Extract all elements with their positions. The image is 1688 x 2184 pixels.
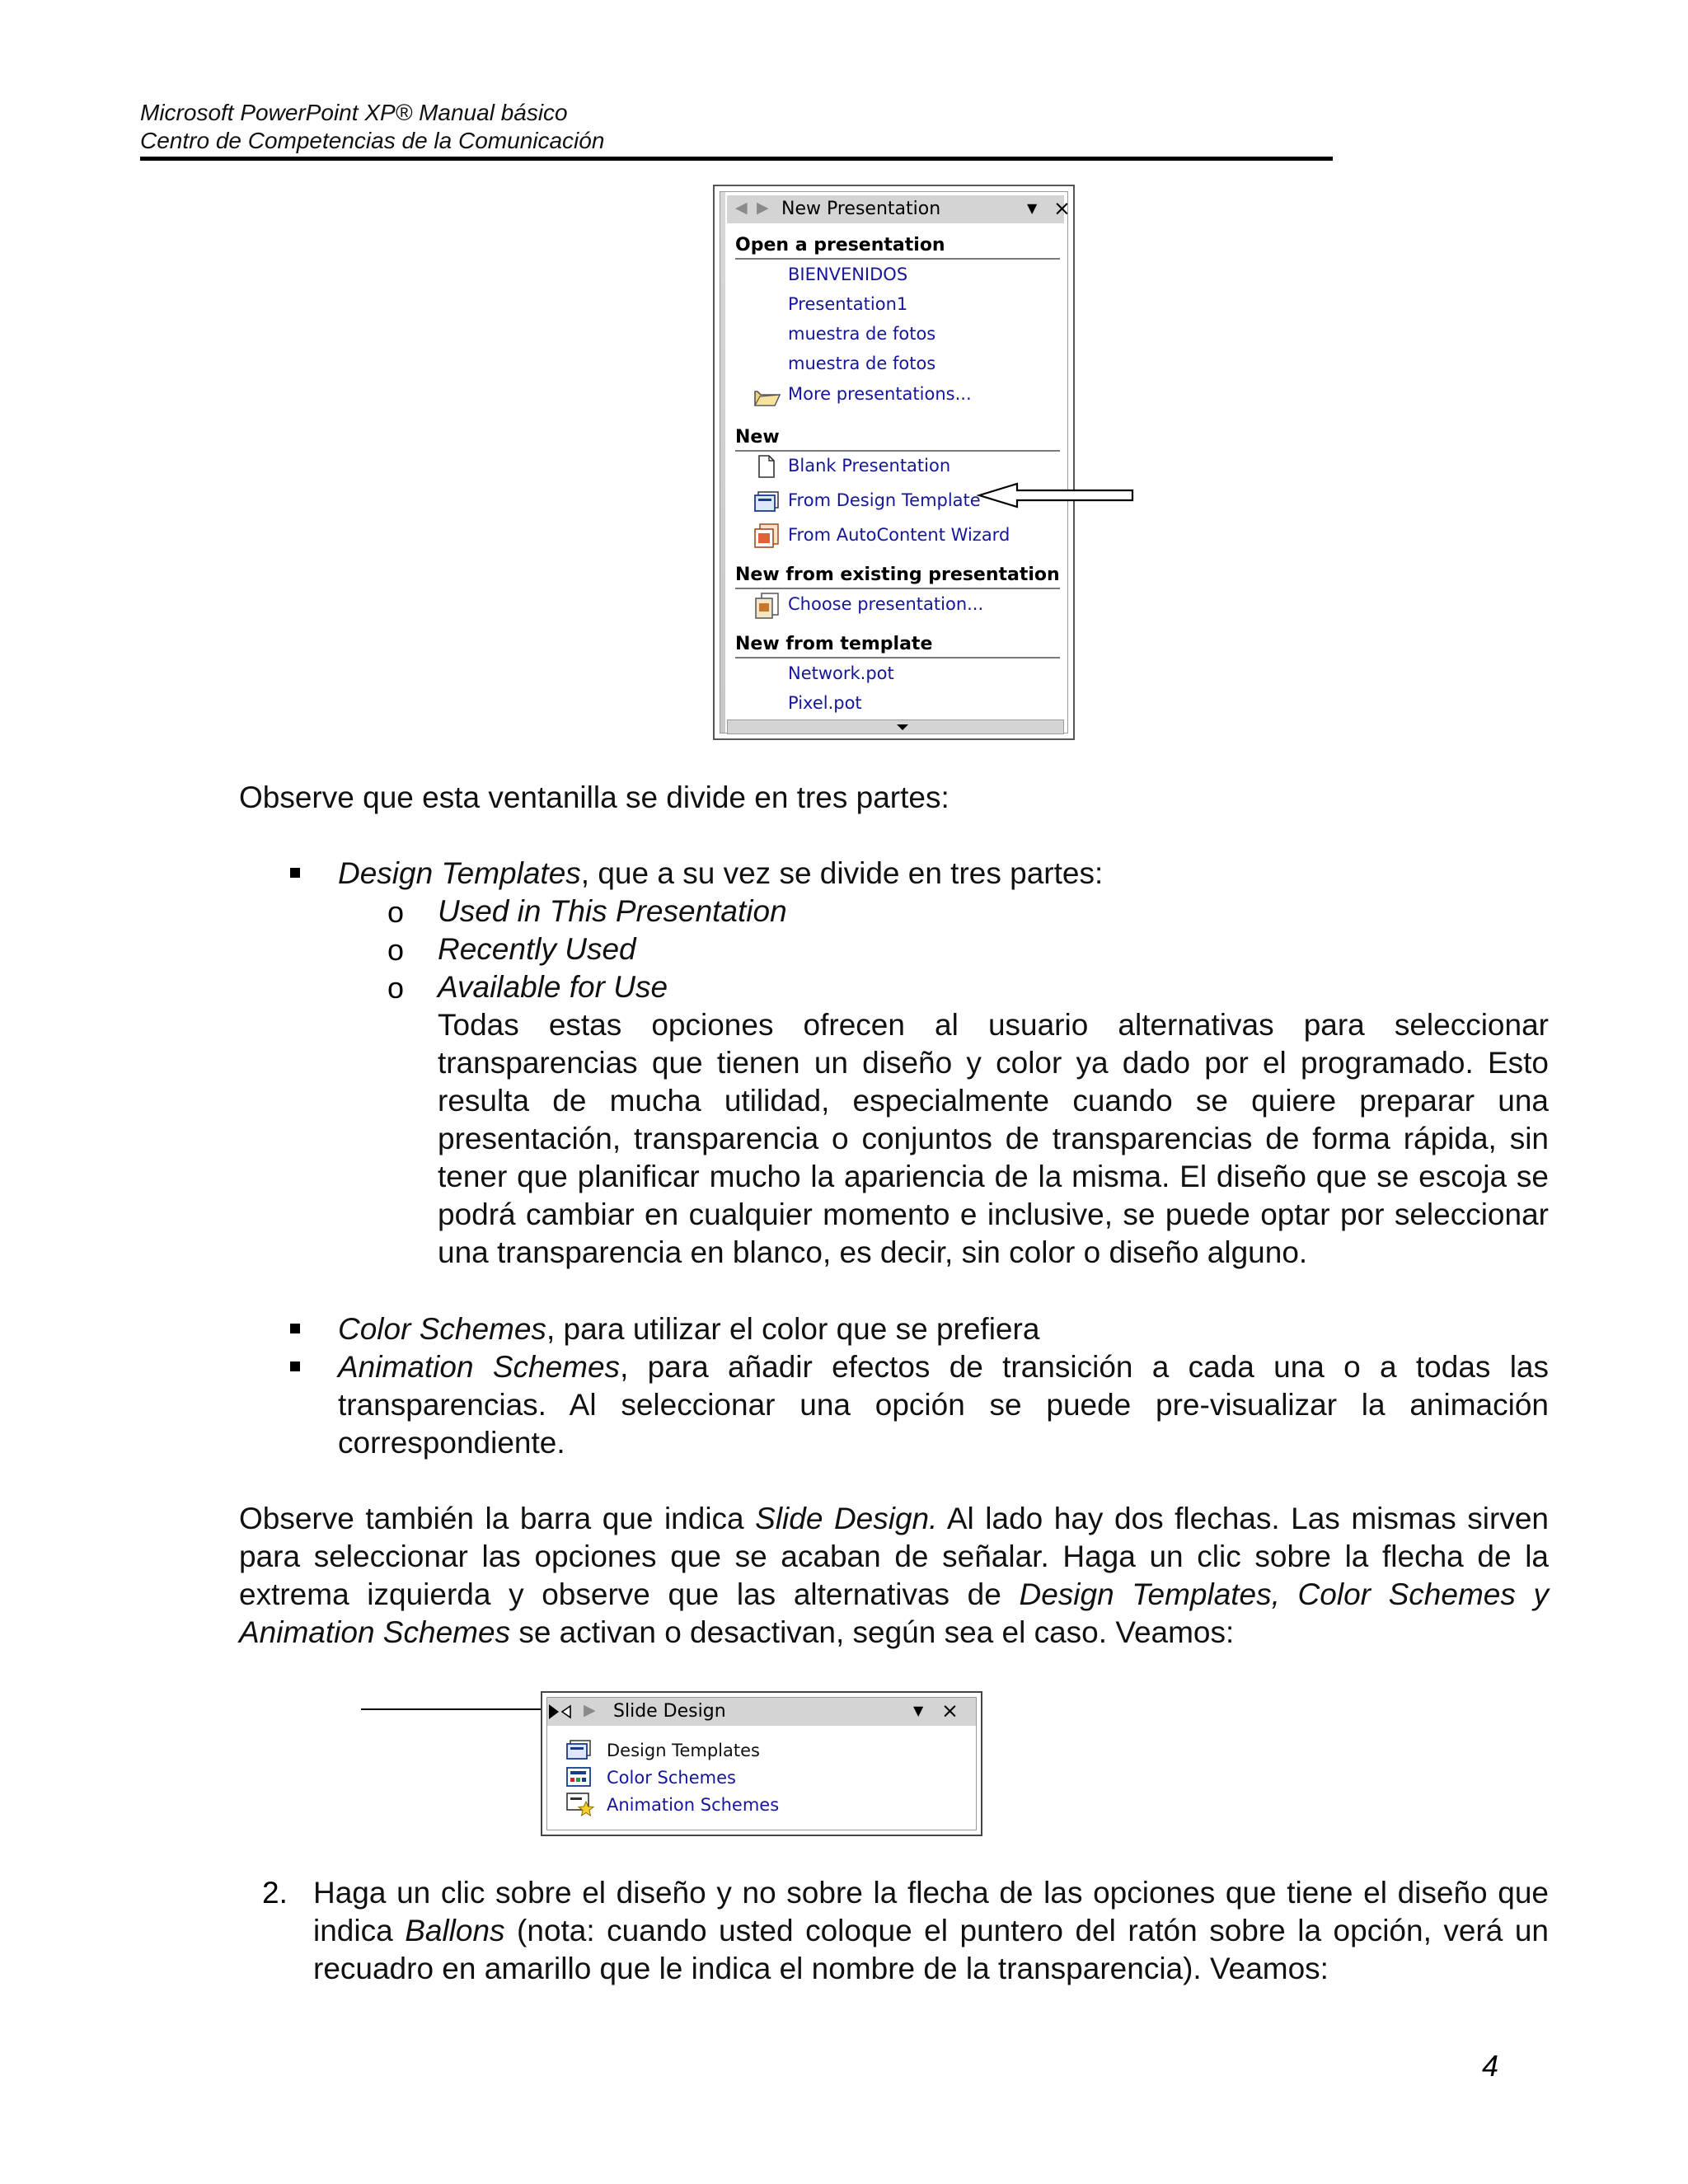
section-divider [735,657,1060,658]
bullet-marker [290,868,300,878]
pane-scroll-down[interactable] [727,719,1064,734]
template-file-link[interactable]: Pixel.pot [788,693,862,713]
page-number: 4 [1482,2049,1499,2083]
section-template-heading: New from template [735,634,933,654]
sub-bullet-marker: o [387,895,405,929]
pane-dropdown-icon[interactable]: ▼ [913,1703,924,1718]
paragraph-term: Slide Design. [755,1502,938,1535]
forward-arrow-icon[interactable]: ▶ [584,1701,596,1719]
bullet-term: Design Templates [338,856,581,890]
from-design-template-link[interactable]: From Design Template [788,490,981,510]
template-file-link[interactable]: Network.pot [788,663,894,683]
slide-design-paragraph [239,1500,1549,1652]
sub-bullet-marker: o [387,933,405,967]
section-existing-heading: New from existing presentation [735,565,1060,585]
bullet-marker [290,1361,300,1371]
more-presentations-link[interactable]: More presentations... [788,384,972,404]
header-line-1: Microsoft PowerPoint XP® Manual básico [140,100,568,125]
animation-schemes-option[interactable]: Animation Schemes [607,1795,780,1815]
intro-text: Observe que esta ventanilla se divide en tres partes: [239,780,950,814]
sub-bullet-item [438,893,787,930]
section-new-heading: New [735,427,780,448]
section-open-heading: Open a presentation [735,235,945,255]
header-rule [140,157,1333,161]
pane-title: New Presentation [781,199,941,219]
sub-bullet-label: Available for Use [438,970,668,1004]
paragraph-text: se activan o desactivan, según sea el caso. Veamos: [510,1615,1235,1649]
slide-design-pane [541,1691,982,1836]
sub-bullet-item [438,968,668,1006]
step-text: Haga un clic sobre el diseño y no sobre la flecha de las opciones que tiene el diseño que indica [313,1876,1549,1947]
bullet-text: , que a su vez se divide en tres partes: [580,856,1104,890]
bullet-color-schemes [338,1310,1550,1348]
forward-arrow-icon[interactable]: ▶ [757,199,769,217]
sub-bullet-item [438,930,636,968]
bullet-design-templates [338,855,1550,893]
recent-file-link[interactable]: muestra de fotos [788,354,936,373]
paragraph-text: Observe también la barra que indica [239,1502,756,1535]
pane-dropdown-icon[interactable]: ▼ [1027,200,1038,216]
color-schemes-icon [565,1766,593,1789]
design-templates-icon [565,1739,593,1760]
pane-close-icon[interactable]: × [941,1699,959,1722]
design-template-icon [753,490,780,513]
header-line-2: Centro de Competencias de la Comunicación [140,128,605,153]
pane-title: Slide Design [613,1701,726,1722]
new-presentation-pane [713,185,1075,740]
recent-file-link[interactable]: muestra de fotos [788,324,936,344]
pane-body [720,191,1071,733]
section-divider [735,450,1060,452]
choose-presentation-icon [753,592,781,620]
open-folder-icon [753,385,781,408]
bullet-text: , para utilizar el color que se prefiera [546,1312,1040,1346]
bullet-term: Color Schemes [338,1312,546,1346]
bullet-term: Animation Schemes [338,1350,621,1384]
sub-bullet-label: Recently Used [438,932,636,966]
bullet-animation-schemes [338,1348,1549,1462]
back-arrow-icon[interactable] [547,1703,577,1721]
pane-close-icon[interactable]: × [1053,196,1071,220]
blank-presentation-link[interactable]: Blank Presentation [788,456,951,476]
blank-document-icon [757,454,776,479]
recent-file-link[interactable]: Presentation1 [788,294,908,314]
step-number: 2. [262,1876,288,1910]
pane-titlebar [547,1698,976,1726]
bullet-text: , para añadir efectos de transición a cada una o a todas las transparencias. Al seleccionar una opción se puede pre-visualizar la animación correspondiente. [338,1350,1550,1460]
recent-file-link[interactable]: BIENVENIDOS [788,265,908,284]
page-header [140,99,604,155]
sub-bullet-label: Used in This Presentation [438,894,787,928]
pointer-arrow-icon [978,481,1136,509]
design-templates-description: Todas estas opciones ofrecen al usuario alternativas para seleccionar transparencias que tienen un diseño y color ya dado por el programado. Esto resulta de mucha utilidad, especialmente cuando se quiere preparar una presentación, transparencia o conjuntos de transparencias de forma rápida, sin tener que planificar mucho la apariencia de la misma. El diseño que se escoja se podrá cambiar en cualquier momento e inclusive, se puede optar por seleccionar una transparencia en blanco, es decir, sin color o diseño alguno. [438,1008,1549,1269]
pane-left-border [720,192,725,733]
autocontent-wizard-icon [753,523,781,549]
paragraph-text: Al lado hay dos flechas. Las mismas sirven para seleccionar las opciones que se acaban de señalar. Haga un clic sobre la flecha de la extrema izquierda y observe que las alternativas de [239,1502,1549,1611]
back-arrow-icon[interactable]: ◀ [735,199,748,217]
section-divider [735,258,1060,260]
pane-titlebar [727,195,1071,223]
step-2-text [313,1874,1549,1988]
step-term: Ballons [405,1914,505,1947]
from-autocontent-wizard-link[interactable]: From AutoContent Wizard [788,525,1010,545]
scroll-down-arrow-icon[interactable] [728,720,1063,733]
paragraph-term: Design Templates, Color Schemes y Animation Schemes [239,1577,1549,1649]
sub-bullet-marker: o [387,971,405,1005]
animation-schemes-icon [565,1792,595,1816]
section-divider [735,588,1060,589]
step-text: (nota: cuando usted coloque el puntero del ratón sobre la opción, verá un recuadro en amarillo que le indica el nombre de la transparencia). Veamos: [313,1914,1549,1985]
color-schemes-option[interactable]: Color Schemes [607,1768,736,1788]
bullet-marker [290,1324,300,1333]
choose-presentation-link[interactable]: Choose presentation... [788,594,984,614]
design-templates-option[interactable]: Design Templates [607,1741,760,1760]
leader-line [361,1708,546,1710]
